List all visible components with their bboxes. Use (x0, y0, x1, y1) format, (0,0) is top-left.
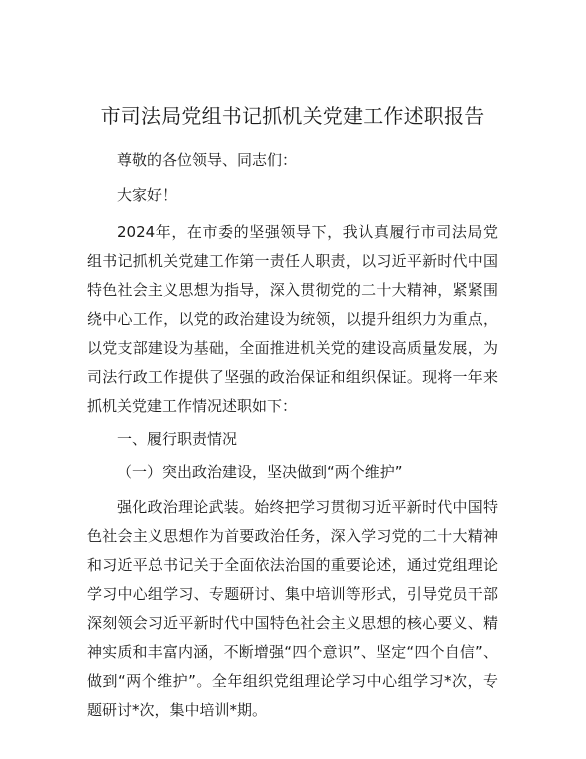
salutation: 尊敬的各位领导、同志们： (117, 151, 298, 169)
greeting: 大家好！ (117, 186, 178, 204)
section-heading: 一、履行职责情况 (117, 430, 238, 448)
body-paragraph: 强化政治理论武装。始终把学习贯彻习近平新时代中国特色社会主义思想作为首要政治任务，深入学习党的二十大精神和习近平总书记关于全面依法治国的重要论述，通过党组理论学习中心组学习、专题研讨、集中培训等形式，引导党员干部深刻领会习近平新时代中国特色社会主义思想的核心要义、精神实质和丰富内涵，不断增强“四个意识”、坚定“四个自信”、做到“两个维护”。全年组织党组理论学习中心组学习*次，专题研讨*次，集中培训*期。 (87, 498, 498, 719)
intro-paragraph: 2024年，在市委的坚强领导下，我认真履行市司法局党组书记抓机关党建工作第一责任人职责，以习近平新时代中国特色社会主义思想为指导，深入贯彻党的二十大精神，紧紧围绕中心工作，以党的政治建设为统领，以提升组织力为重点，以党支部建设为基础，全面推进机关党的建设高质量发展，为司法行政工作提供了坚强的政治保证和组织保证。现将一年来抓机关党建工作情况述职如下： (87, 223, 498, 415)
document-title: 市司法局党组书记抓机关党建工作述职报告 (100, 104, 485, 128)
subsection-heading: （一）突出政治建设，坚决做到“两个维护” (117, 463, 403, 481)
